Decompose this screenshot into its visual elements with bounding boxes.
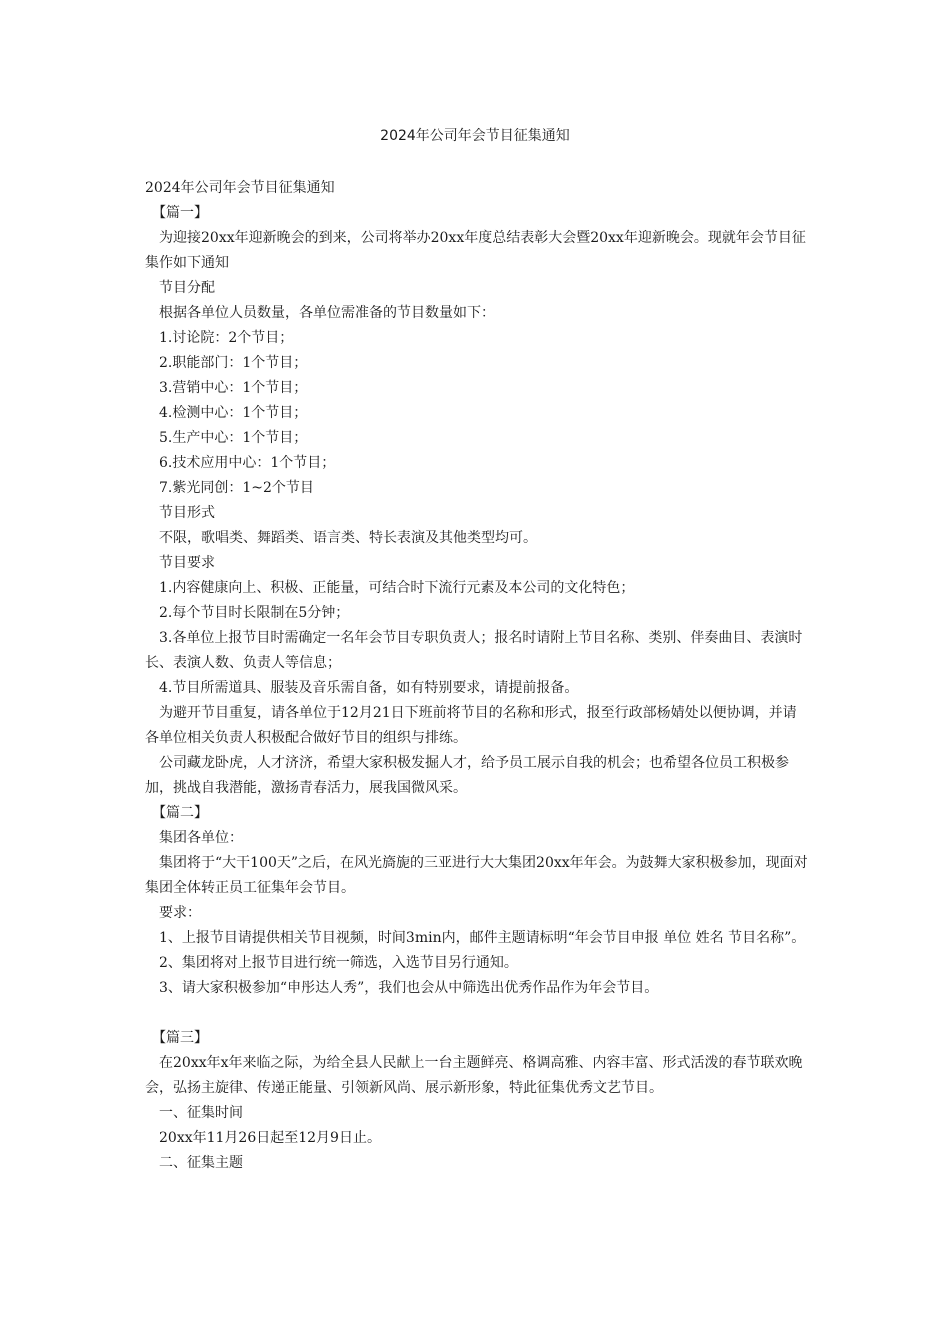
paragraph: 一、征集时间: [145, 1105, 243, 1121]
paragraph: 5.生产中心：1个节目；: [145, 430, 308, 446]
paragraph: 根据各单位人员数量，各单位需准备的节目数量如下：: [145, 305, 495, 321]
paragraph: 节目要求: [145, 555, 215, 571]
paragraph: 1.讨论院：2个节目；: [145, 330, 294, 346]
paragraph: 2024年公司年会节目征集通知: [145, 180, 335, 196]
paragraph: 3、请大家积极参加“申彤达人秀”，我们也会从中筛选出优秀作品作为年会节目。: [145, 980, 659, 996]
paragraph: 4.节目所需道具、服装及音乐需自备，如有特别要求，请提前报备。: [145, 680, 579, 696]
paragraph: 7.紫光同创：1~2个节目: [145, 480, 314, 496]
paragraph: 2.每个节目时长限制在5分钟；: [145, 605, 350, 621]
paragraph: 不限，歌唱类、舞蹈类、语言类、特长表演及其他类型均可。: [145, 530, 537, 546]
paragraph: 要求：: [145, 905, 201, 921]
paragraph: 【篇二】: [145, 805, 208, 821]
paragraph: 在20xx年x年来临之际，为给全县人民献上一台主题鲜亮、格调高雅、内容丰富、形式活泼的春节联欢晚会，弘扬主旋律、传递正能量、引领新风尚、展示新形象，特此征集优秀文艺节目。: [145, 1055, 803, 1096]
paragraph: 【篇一】: [145, 205, 208, 221]
paragraph: 二、征集主题: [145, 1155, 243, 1171]
paragraph: 2、集团将对上报节目进行统一筛选，入选节目另行通知。: [145, 955, 518, 971]
paragraph: 集团各单位：: [145, 830, 243, 846]
paragraph: 6.技术应用中心：1个节目；: [145, 455, 336, 471]
paragraph: 2.职能部门：1个节目；: [145, 355, 308, 371]
paragraph: 3.营销中心：1个节目；: [145, 380, 308, 396]
paragraph: 公司藏龙卧虎，人才济济，希望大家积极发掘人才，给予员工展示自我的机会；也希望各位员工积极参加，挑战自我潜能，激扬青春活力，展我国微风采。: [145, 755, 789, 796]
paragraph: 集团将于“大干100天”之后，在风光旖旎的三亚进行大大集团20xx年年会。为鼓舞大家积极参加，现面对集团全体转正员工征集年会节目。: [145, 855, 808, 896]
paragraph: 20xx年11月26日起至12月9日止。: [145, 1130, 381, 1146]
paragraph: 3.各单位上报节目时需确定一名年会节目专职负责人；报名时请附上节目名称、类别、伴奏曲目、表演时长、表演人数、负责人等信息；: [145, 630, 803, 671]
paragraph: 为迎接20xx年迎新晚会的到来，公司将举办20xx年度总结表彰大会暨20xx年迎新晚会。现就年会节目征集作如下通知: [145, 230, 806, 271]
paragraph: 节目分配: [145, 280, 215, 296]
paragraph: 为避开节目重复，请各单位于12月21日下班前将节目的名称和形式，报至行政部杨婧处以便协调，并请各单位相关负责人积极配合做好节目的组织与排练。: [145, 705, 797, 746]
page-title: 2024年公司年会节目征集通知: [380, 128, 570, 144]
paragraph: 1、上报节目请提供相关节目视频，时间3min内，邮件主题请标明“年会节目申报 单位 姓名 节目名称”。: [145, 930, 806, 946]
paragraph: 4.检测中心：1个节目；: [145, 405, 308, 421]
paragraph: [145, 1001, 810, 1026]
paragraph: 1.内容健康向上、积极、正能量，可结合时下流行元素及本公司的文化特色；: [145, 580, 635, 596]
paragraph: 节目形式: [145, 505, 215, 521]
document-body: [145, 176, 810, 1176]
paragraph: 【篇三】: [145, 1030, 208, 1046]
